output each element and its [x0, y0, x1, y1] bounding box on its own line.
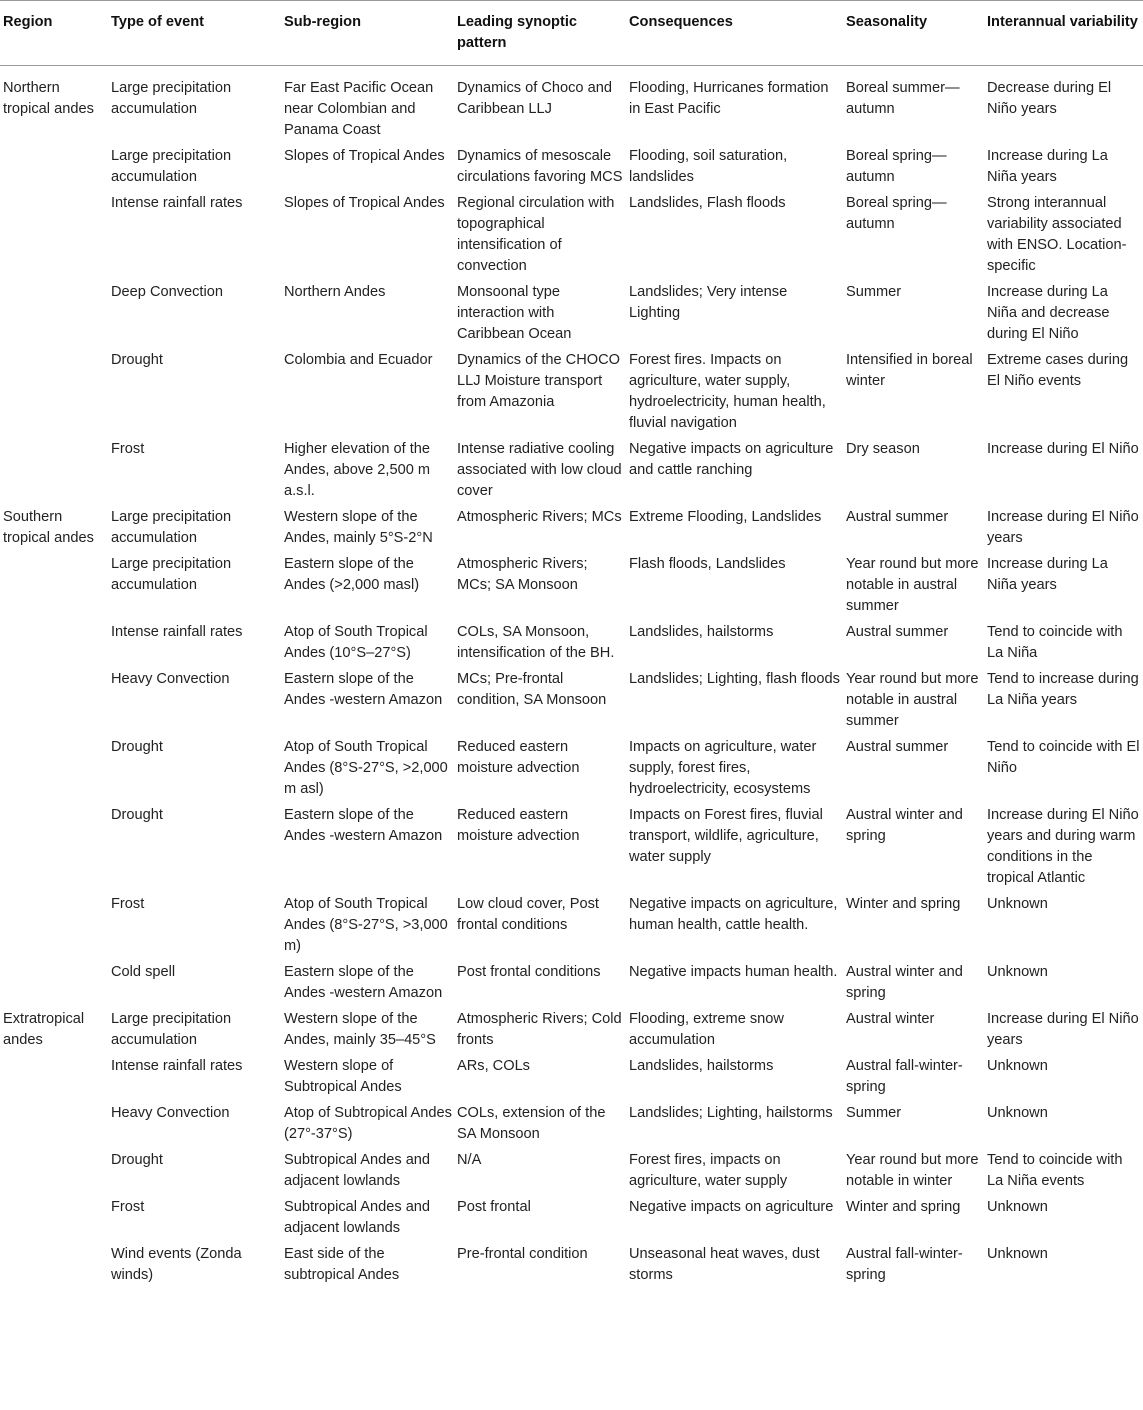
interannual-variability-cell: Strong interannual variability associated with ENSO. Location-specific	[987, 195, 1127, 274]
sub-region-cell: Eastern slope of the Andes -western Amazon	[284, 807, 443, 844]
table-row	[0, 667, 1143, 735]
interannual-variability-cell: Tend to coincide with La Niña events	[987, 1152, 1123, 1189]
header-sub-region: Sub-region	[281, 1, 454, 66]
interannual-variability-cell: Unknown	[987, 1105, 1048, 1121]
sub-region-cell: Atop of South Tropical Andes (8°S-27°S, >2,000 m asl)	[284, 739, 448, 797]
table-row	[0, 66, 1143, 145]
consequences-cell: Flooding, soil saturation, landslides	[629, 148, 788, 185]
region-cell	[0, 892, 108, 960]
consequences-cell: Landslides; Lighting, hailstorms	[629, 1105, 833, 1121]
header-seasonality: Seasonality	[843, 1, 984, 66]
type-of-event-cell: Large precipitation accumulation	[111, 80, 232, 117]
sub-region-cell: Western slope of Subtropical Andes	[284, 1058, 402, 1095]
table-header-row	[0, 1, 1143, 66]
type-of-event-cell: Drought	[111, 739, 163, 755]
header-region: Region	[0, 1, 108, 66]
sub-region-cell: Atop of South Tropical Andes (8°S-27°S, >3,000 m)	[284, 896, 448, 954]
type-of-event-cell: Large precipitation accumulation	[111, 556, 232, 593]
synoptic-pattern-cell: ARs, COLs	[457, 1058, 530, 1074]
interannual-variability-cell: Tend to increase during La Niña years	[987, 671, 1139, 708]
region-cell	[0, 735, 108, 803]
sub-region-cell: East side of the subtropical Andes	[284, 1246, 400, 1283]
synoptic-pattern-cell: Dynamics of the CHOCO LLJ Moisture transport from Amazonia	[457, 352, 621, 410]
region-cell	[0, 552, 108, 620]
consequences-cell: Forest fires, impacts on agriculture, water supply	[629, 1152, 788, 1189]
synoptic-pattern-cell: MCs; Pre-frontal condition, SA Monsoon	[457, 671, 607, 708]
sub-region-cell: Western slope of the Andes, mainly 5°S-2°N	[284, 509, 433, 546]
seasonality-cell: Summer	[846, 1105, 902, 1121]
seasonality-cell: Year round but more notable in winter	[846, 1152, 979, 1189]
synoptic-pattern-cell: Dynamics of Choco and Caribbean LLJ	[457, 80, 612, 117]
table-row	[0, 620, 1143, 667]
seasonality-cell: Austral summer	[846, 509, 949, 525]
table-row	[0, 191, 1143, 280]
region-cell	[0, 803, 108, 892]
synoptic-pattern-cell: Regional circulation with topographical intensification of convection	[457, 195, 615, 274]
table-row	[0, 348, 1143, 437]
table-row	[0, 1148, 1143, 1195]
consequences-cell: Forest fires. Impacts on agriculture, water supply, hydroelectricity, human health, fluvial navigation	[629, 352, 826, 431]
consequences-cell: Negative impacts on agriculture and cattle ranching	[629, 441, 834, 478]
interannual-variability-cell: Increase during El Niño years	[987, 509, 1139, 546]
synoptic-pattern-cell: Pre-frontal condition	[457, 1246, 588, 1262]
interannual-variability-cell: Unknown	[987, 1199, 1048, 1215]
table-row	[0, 960, 1143, 1007]
header-leading-synoptic-pattern: Leading synoptic pattern	[454, 1, 626, 66]
consequences-cell: Flooding, Hurricanes formation in East Pacific	[629, 80, 829, 117]
region-cell	[0, 1148, 108, 1195]
region-cell	[0, 960, 108, 1007]
interannual-variability-cell: Increase during La Niña years	[987, 556, 1108, 593]
interannual-variability-cell: Unknown	[987, 896, 1048, 912]
seasonality-cell: Dry season	[846, 441, 920, 457]
consequences-cell: Landslides; Very intense Lighting	[629, 284, 788, 321]
seasonality-cell: Summer	[846, 284, 902, 300]
type-of-event-cell: Frost	[111, 1199, 145, 1215]
header-type-of-event: Type of event	[108, 1, 281, 66]
seasonality-cell: Intensified in boreal winter	[846, 352, 973, 389]
sub-region-cell: Northern Andes	[284, 284, 386, 300]
sub-region-cell: Eastern slope of the Andes -western Amazon	[284, 964, 443, 1001]
sub-region-cell: Subtropical Andes and adjacent lowlands	[284, 1152, 431, 1189]
seasonality-cell: Year round but more notable in austral summer	[846, 671, 979, 729]
type-of-event-cell: Heavy Convection	[111, 1105, 230, 1121]
interannual-variability-cell: Extreme cases during El Niño events	[987, 352, 1129, 389]
synoptic-pattern-cell: Post frontal	[457, 1199, 531, 1215]
seasonality-cell: Austral winter	[846, 1011, 935, 1027]
seasonality-cell: Austral fall-winter-spring	[846, 1058, 963, 1095]
table-row	[0, 552, 1143, 620]
consequences-cell: Impacts on agriculture, water supply, forest fires, hydroelectricity, ecosystems	[629, 739, 817, 797]
table-row	[0, 144, 1143, 191]
synoptic-pattern-cell: COLs, extension of the SA Monsoon	[457, 1105, 606, 1142]
sub-region-cell: Far East Pacific Ocean near Colombian and Panama Coast	[284, 80, 434, 138]
type-of-event-cell: Frost	[111, 896, 145, 912]
consequences-cell: Negative impacts human health.	[629, 964, 838, 980]
consequences-cell: Landslides, hailstorms	[629, 624, 774, 640]
type-of-event-cell: Wind events (Zonda winds)	[111, 1246, 242, 1283]
consequences-cell: Flash floods, Landslides	[629, 556, 786, 572]
seasonality-cell: Austral winter and spring	[846, 964, 963, 1001]
table-row	[0, 437, 1143, 505]
type-of-event-cell: Intense rainfall rates	[111, 195, 243, 211]
seasonality-cell: Austral summer	[846, 624, 949, 640]
type-of-event-cell: Drought	[111, 352, 163, 368]
region-cell	[0, 280, 108, 348]
seasonality-cell: Year round but more notable in austral summer	[846, 556, 979, 614]
sub-region-cell: Atop of South Tropical Andes (10°S–27°S)	[284, 624, 428, 661]
table-row	[0, 735, 1143, 803]
synoptic-pattern-cell: Monsoonal type interaction with Caribbean Ocean	[457, 284, 572, 342]
header-consequences: Consequences	[626, 1, 843, 66]
type-of-event-cell: Cold spell	[111, 964, 176, 980]
seasonality-cell: Winter and spring	[846, 1199, 961, 1215]
seasonality-cell: Boreal summer—autumn	[846, 80, 960, 117]
interannual-variability-cell: Increase during El Niño	[987, 441, 1139, 457]
table-row	[0, 1054, 1143, 1101]
interannual-variability-cell: Increase during El Niño years and during warm conditions in the tropical Atlantic	[987, 807, 1139, 886]
type-of-event-cell: Frost	[111, 441, 145, 457]
type-of-event-cell: Deep Convection	[111, 284, 223, 300]
sub-region-cell: Slopes of Tropical Andes	[284, 148, 445, 164]
region-cell: Extratropical andes	[3, 1011, 85, 1048]
region-cell: Northern tropical andes	[3, 80, 94, 117]
interannual-variability-cell: Increase during La Niña and decrease during El Niño	[987, 284, 1110, 342]
interannual-variability-cell: Unknown	[987, 1058, 1048, 1074]
seasonality-cell: Boreal spring—autumn	[846, 195, 947, 232]
consequences-cell: Negative impacts on agriculture, human health, cattle health.	[629, 896, 838, 933]
synoptic-pattern-cell: Atmospheric Rivers; MCs	[457, 509, 622, 525]
type-of-event-cell: Drought	[111, 807, 163, 823]
synoptic-pattern-cell: Dynamics of mesoscale circulations favoring MCS	[457, 148, 623, 185]
table-row	[0, 803, 1143, 892]
sub-region-cell: Eastern slope of the Andes -western Amazon	[284, 671, 443, 708]
region-cell	[0, 191, 108, 280]
table-row	[0, 1101, 1143, 1148]
region-cell	[0, 144, 108, 191]
region-cell	[0, 1101, 108, 1148]
type-of-event-cell: Large precipitation accumulation	[111, 1011, 232, 1048]
type-of-event-cell: Drought	[111, 1152, 163, 1168]
interannual-variability-cell: Increase during El Niño years	[987, 1011, 1139, 1048]
consequences-cell: Landslides; Lighting, flash floods	[629, 671, 840, 687]
sub-region-cell: Slopes of Tropical Andes	[284, 195, 445, 211]
sub-region-cell: Atop of Subtropical Andes (27°-37°S)	[284, 1105, 452, 1142]
table-row	[0, 1007, 1143, 1054]
sub-region-cell: Subtropical Andes and adjacent lowlands	[284, 1199, 431, 1236]
synoptic-pattern-cell: Post frontal conditions	[457, 964, 601, 980]
interannual-variability-cell: Unknown	[987, 964, 1048, 980]
consequences-cell: Negative impacts on agriculture	[629, 1199, 834, 1215]
region-cell	[0, 667, 108, 735]
table-row	[0, 1195, 1143, 1242]
table-row	[0, 892, 1143, 960]
consequences-cell: Flooding, extreme snow accumulation	[629, 1011, 784, 1048]
seasonality-cell: Austral winter and spring	[846, 807, 963, 844]
seasonality-cell: Austral fall-winter-spring	[846, 1246, 963, 1283]
synoptic-pattern-cell: Intense radiative cooling associated with low cloud cover	[457, 441, 622, 499]
sub-region-cell: Western slope of the Andes, mainly 35–45°S	[284, 1011, 436, 1048]
header-interannual-variability: Interannual variability	[984, 1, 1143, 66]
seasonality-cell: Austral summer	[846, 739, 949, 755]
consequences-cell: Landslides, Flash floods	[629, 195, 786, 211]
interannual-variability-cell: Tend to coincide with El Niño	[987, 739, 1140, 776]
interannual-variability-cell: Decrease during El Niño years	[987, 80, 1112, 117]
consequences-cell: Landslides, hailstorms	[629, 1058, 774, 1074]
consequences-cell: Extreme Flooding, Landslides	[629, 509, 822, 525]
region-cell: Southern tropical andes	[3, 509, 94, 546]
type-of-event-cell: Large precipitation accumulation	[111, 509, 232, 546]
region-cell	[0, 348, 108, 437]
interannual-variability-cell: Increase during La Niña years	[987, 148, 1108, 185]
synoptic-pattern-cell: Low cloud cover, Post frontal conditions	[457, 896, 599, 933]
table-row	[0, 280, 1143, 348]
consequences-cell: Impacts on Forest fires, fluvial transport, wildlife, agriculture, water supply	[629, 807, 823, 865]
synoptic-pattern-cell: COLs, SA Monsoon, intensification of the BH.	[457, 624, 615, 661]
region-cell	[0, 1242, 108, 1289]
region-cell	[0, 1054, 108, 1101]
interannual-variability-cell: Unknown	[987, 1246, 1048, 1262]
sub-region-cell: Colombia and Ecuador	[284, 352, 433, 368]
seasonality-cell: Boreal spring—autumn	[846, 148, 947, 185]
synoptic-pattern-cell: Atmospheric Rivers; Cold fronts	[457, 1011, 622, 1048]
region-cell	[0, 620, 108, 667]
region-cell	[0, 437, 108, 505]
sub-region-cell: Eastern slope of the Andes (>2,000 masl)	[284, 556, 420, 593]
type-of-event-cell: Heavy Convection	[111, 671, 230, 687]
seasonality-cell: Winter and spring	[846, 896, 961, 912]
table-row	[0, 1242, 1143, 1289]
consequences-cell: Unseasonal heat waves, dust storms	[629, 1246, 820, 1283]
type-of-event-cell: Intense rainfall rates	[111, 1058, 243, 1074]
interannual-variability-cell: Tend to coincide with La Niña	[987, 624, 1123, 661]
table-row	[0, 505, 1143, 552]
synoptic-pattern-cell: Reduced eastern moisture advection	[457, 739, 580, 776]
synoptic-pattern-cell: N/A	[457, 1152, 482, 1168]
region-cell	[0, 1195, 108, 1242]
synoptic-pattern-cell: Reduced eastern moisture advection	[457, 807, 580, 844]
type-of-event-cell: Intense rainfall rates	[111, 624, 243, 640]
synoptic-pattern-cell: Atmospheric Rivers; MCs; SA Monsoon	[457, 556, 588, 593]
type-of-event-cell: Large precipitation accumulation	[111, 148, 232, 185]
sub-region-cell: Higher elevation of the Andes, above 2,500 m a.s.l.	[284, 441, 431, 499]
table-body	[0, 66, 1143, 1290]
